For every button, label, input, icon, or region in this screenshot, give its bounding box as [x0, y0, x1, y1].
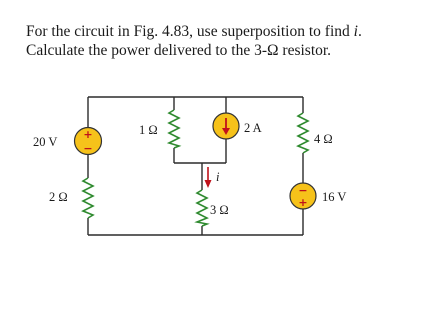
minus-sign-16v: −	[298, 184, 308, 197]
problem-variable-i: i	[353, 23, 358, 40]
resistor-4ohm	[298, 113, 308, 153]
label-4ohm: 4 Ω	[314, 132, 333, 146]
minus-sign-20v: −	[83, 142, 93, 155]
current-indicator-i	[205, 167, 221, 188]
resistor-2ohm	[83, 178, 93, 218]
label-20v: 20 V	[33, 135, 58, 149]
plus-sign-16v: +	[298, 196, 308, 209]
label-16v: 16 V	[322, 190, 347, 204]
voltage-source-16v	[290, 183, 316, 209]
label-3ohm: 3 Ω	[210, 203, 229, 217]
problem-line-1-end: .	[357, 23, 362, 40]
label-2ohm: 2 Ω	[49, 190, 68, 204]
plus-sign-20v: +	[83, 128, 93, 141]
problem-line-1-text: For the circuit in Fig. 4.83, use superposition to find	[26, 23, 354, 40]
current-arrow-icon	[205, 167, 212, 188]
resistor-1ohm	[169, 110, 179, 148]
resistor-3ohm	[197, 190, 207, 226]
current-source-2a	[213, 113, 239, 139]
label-2a: 2 A	[244, 121, 262, 135]
circuit-wires	[88, 97, 303, 235]
problem-line-2: Calculate the power delivered to the 3-Ω resistor.	[26, 42, 332, 59]
voltage-source-20v	[75, 128, 102, 156]
label-1ohm: 1 Ω	[139, 123, 158, 137]
current-label-i: i	[216, 170, 220, 184]
